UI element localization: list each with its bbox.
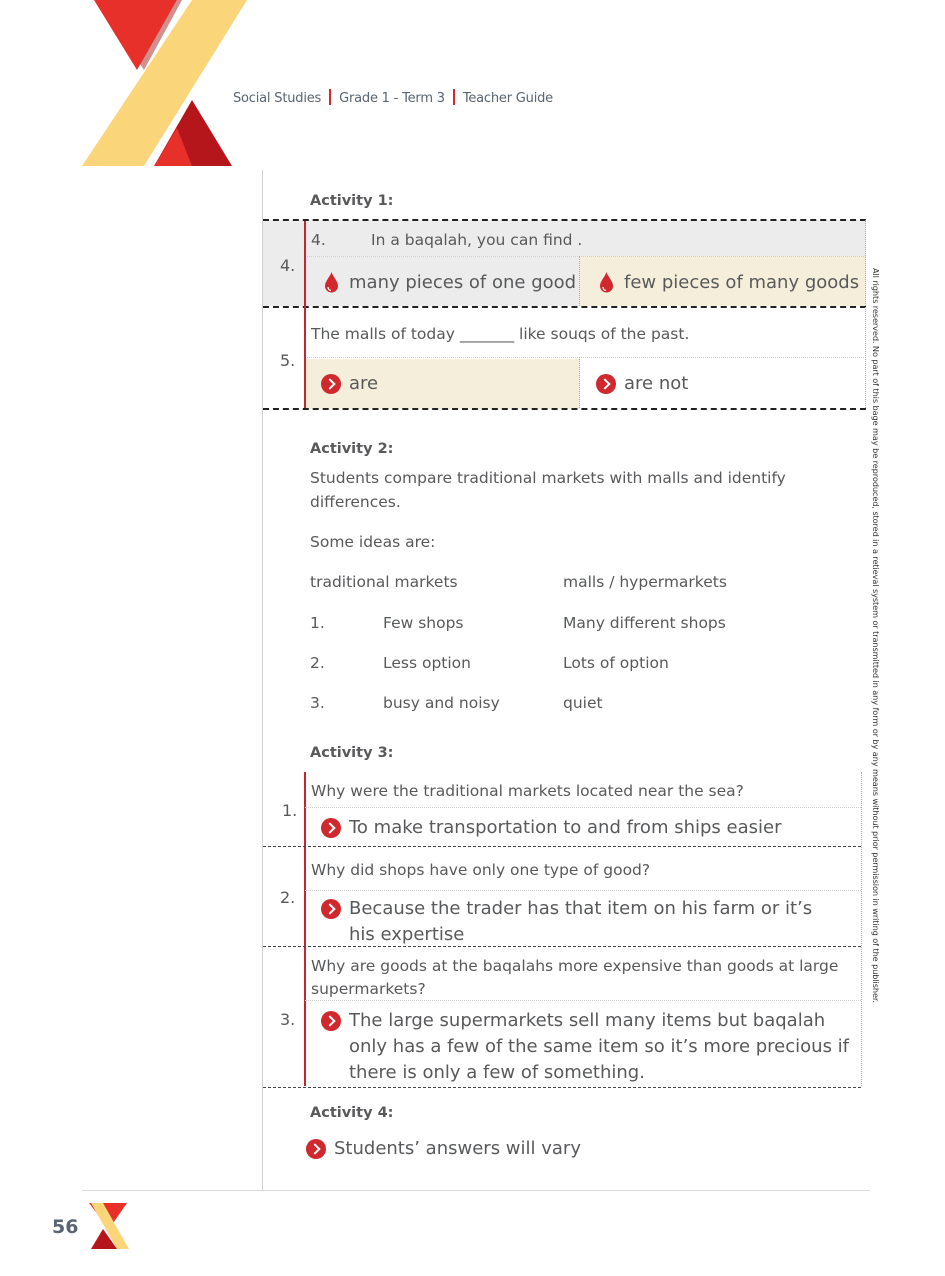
compare-row-number: 3. xyxy=(310,694,325,712)
divider xyxy=(305,256,866,257)
red-margin-line xyxy=(304,772,306,1086)
answer-text xyxy=(349,896,829,948)
breadcrumb-separator xyxy=(329,89,331,105)
margin-rule xyxy=(262,170,263,1190)
activity-4-title: Activity 4: xyxy=(310,1105,394,1121)
divider xyxy=(305,807,861,808)
divider xyxy=(865,220,866,408)
ideas-label: Some ideas are: xyxy=(310,533,436,551)
divider xyxy=(263,219,866,221)
breadcrumb-grade: Grade 1 - Term 3 xyxy=(339,91,445,106)
breadcrumb-separator xyxy=(453,89,455,105)
answer-label: The large supermarkets sell many items but baqalah only has a few of the same item so it’s more precious if there is only a few of something. xyxy=(349,1010,850,1083)
option-few-pieces-many-goods[interactable] xyxy=(599,271,859,293)
chevron-circle-icon xyxy=(321,1011,341,1031)
compare-traditional: busy and noisy xyxy=(383,694,500,712)
question-text: Why were the traditional markets located near the sea? xyxy=(311,782,744,800)
brand-logo-small-icon xyxy=(87,1203,129,1249)
answer-label: Because the trader has that item on his farm or it’s his expertise xyxy=(349,898,813,945)
breadcrumb xyxy=(233,89,553,106)
option-many-pieces-one-good[interactable] xyxy=(324,271,576,293)
column-header-malls: malls / hypermarkets xyxy=(563,573,727,591)
option-label: are xyxy=(349,373,379,394)
divider xyxy=(579,357,580,408)
activity-2-intro: Students compare traditional markets with malls and identify differences. xyxy=(310,469,786,511)
divider xyxy=(263,846,861,847)
divider xyxy=(305,890,861,891)
column-header-traditional: traditional markets xyxy=(310,573,458,591)
chevron-circle-icon xyxy=(321,818,341,838)
divider xyxy=(579,256,580,306)
option-label: are not xyxy=(624,373,689,394)
option-label: few pieces of many goods xyxy=(624,271,860,293)
compare-malls: quiet xyxy=(563,694,603,712)
footer-rule xyxy=(82,1190,870,1191)
chevron-circle-icon xyxy=(321,899,341,919)
option-are-not[interactable] xyxy=(596,373,688,394)
compare-traditional: Less option xyxy=(383,654,471,672)
answer-text xyxy=(349,815,849,841)
breadcrumb-guide: Teacher Guide xyxy=(462,91,553,106)
activity-2-title: Activity 2: xyxy=(310,441,394,457)
divider xyxy=(305,357,866,358)
option-are[interactable] xyxy=(321,373,378,394)
activity-4-answer xyxy=(306,1138,581,1159)
compare-row-number: 1. xyxy=(310,614,325,632)
question-text: The malls of today _______ like souqs of the past. xyxy=(311,325,690,343)
activity-1-title: Activity 1: xyxy=(310,193,394,209)
page-number: 56 xyxy=(52,1216,79,1238)
row-number: 2. xyxy=(280,888,296,907)
question-text: Why did shops have only one type of good? xyxy=(311,861,651,879)
red-margin-line xyxy=(304,221,306,408)
chevron-circle-icon xyxy=(306,1139,326,1159)
divider xyxy=(263,408,866,410)
drop-icon xyxy=(324,271,339,293)
answer-label: Students’ answers will vary xyxy=(334,1138,581,1159)
question-text: Why are goods at the baqalahs more expensive than goods at large supermarkets? xyxy=(311,957,839,998)
brand-logo-icon xyxy=(82,0,247,166)
compare-row-number: 2. xyxy=(310,654,325,672)
compare-traditional: Few shops xyxy=(383,614,464,632)
answer-label: To make transportation to and from ships easier xyxy=(349,817,782,838)
divider xyxy=(861,772,862,1086)
row-number: 5. xyxy=(280,351,296,370)
divider xyxy=(263,306,866,308)
divider xyxy=(263,1087,861,1088)
question-number: 4. xyxy=(311,231,326,249)
activity-3-title: Activity 3: xyxy=(310,745,394,761)
compare-malls: Lots of option xyxy=(563,654,669,672)
breadcrumb-subject: Social Studies xyxy=(233,91,322,106)
row-number: 1. xyxy=(282,801,298,820)
copyright-notice: All rights reserved. No part of this bage may be reproduced, stored in a retieval system or transmitted in any form or by any means without prior permission in writing of the publisher. xyxy=(871,268,881,1003)
answer-text xyxy=(349,1008,854,1086)
chevron-circle-icon xyxy=(321,374,341,394)
row-number: 4. xyxy=(280,256,296,275)
option-label: many pieces of one good xyxy=(349,271,577,293)
row-number: 3. xyxy=(280,1010,296,1029)
chevron-circle-icon xyxy=(596,374,616,394)
question-text: In a baqalah, you can find . xyxy=(371,231,583,249)
compare-malls: Many different shops xyxy=(563,614,726,632)
drop-icon xyxy=(599,271,614,293)
